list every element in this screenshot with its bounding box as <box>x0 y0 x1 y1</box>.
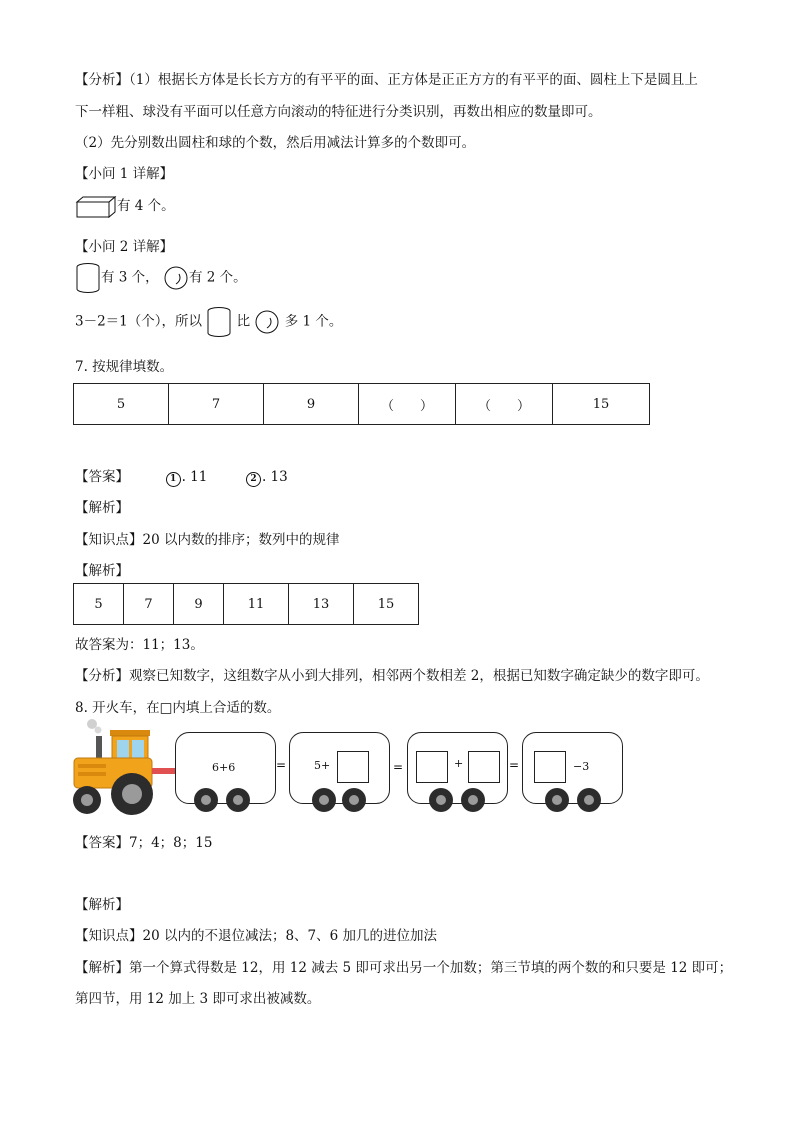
q2-answer: 有 3 个， 有 2 个。 <box>75 262 247 294</box>
tractor-icon <box>70 718 182 818</box>
ball-icon <box>163 265 189 291</box>
seq-cell-blank[interactable]: （ ） <box>456 384 553 425</box>
train-car-4 <box>522 732 623 804</box>
wheel <box>312 788 336 812</box>
q7-knowledge: 【知识点】20 以内数的排序；数列中的规律 <box>75 532 340 548</box>
seq-cell: 9 <box>174 584 224 625</box>
seq-cell: 7 <box>124 584 174 625</box>
wheel <box>226 788 250 812</box>
wheel <box>342 788 366 812</box>
cuboid-icon <box>75 195 117 219</box>
equals-sign: = <box>276 758 287 772</box>
q8-answer: 【答案】7；4；8；15 <box>75 835 213 851</box>
seq-cell: 5 <box>74 584 124 625</box>
train-car-3 <box>407 732 508 804</box>
seq-cell: 9 <box>264 384 359 425</box>
q8-jiexi-2-line-1: 【解析】第一个算式得数是 12，用 12 减去 5 即可求出另一个加数；第三节填的两个数的和只要是 12 即可； <box>75 960 733 976</box>
q7-conclusion: 故答案为：11；13。 <box>75 637 204 653</box>
q1-heading: 【小问 1 详解】 <box>75 166 174 182</box>
car3-operator: + <box>454 757 464 770</box>
car4-suffix: −3 <box>573 760 590 773</box>
q7-sequence-table <box>73 383 650 425</box>
answer-mark-1: 1 <box>166 472 181 487</box>
answer-box[interactable] <box>534 751 566 783</box>
answer-mark-2: 2 <box>246 472 261 487</box>
analysis-line-2: 下一样粗、球没有平面可以任意方向滚动的特征进行分类识别，再数出相应的数量即可。 <box>75 104 602 120</box>
seq-cell: 15 <box>354 584 419 625</box>
analysis-line-3: （2）先分别数出圆柱和球的个数，然后用减法计算多的个数即可。 <box>75 135 476 151</box>
q1-answer: 有 4 个。 <box>75 194 175 219</box>
q7-full-table <box>73 583 419 625</box>
car1-expression: 6+6 <box>212 761 236 774</box>
analysis-line-1: 【分析】（1）根据长方体是长长方方的有平平的面、正方体是正正方方的有平平的面、圆柱上下是圆且上 <box>75 72 698 88</box>
equals-sign: = <box>509 758 520 772</box>
q8-title: 8. 开火车，在□内填上合适的数。 <box>75 700 281 716</box>
q7-jiexi: 【解析】 <box>75 500 129 516</box>
equals-sign: = <box>393 760 404 774</box>
q8-knowledge: 【知识点】20 以内的不退位减法；8、7、6 加几的进位加法 <box>75 928 438 944</box>
train-car-1 <box>175 732 276 804</box>
seq-cell: 7 <box>169 384 264 425</box>
wheel <box>461 788 485 812</box>
seq-cell-blank[interactable]: （ ） <box>359 384 456 425</box>
seq-cell: 13 <box>289 584 354 625</box>
q2-heading: 【小问 2 详解】 <box>75 239 174 255</box>
cylinder-icon <box>206 306 232 338</box>
q8-jiexi-2-line-2: 第四节，用 12 加上 3 即可求出被减数。 <box>75 991 321 1007</box>
wheel <box>429 788 453 812</box>
wheel <box>577 788 601 812</box>
q2-compare: 3－2＝1（个），所以 比 多 1 个。 <box>75 306 342 338</box>
q8-jiexi: 【解析】 <box>75 897 129 913</box>
seq-cell: 15 <box>553 384 650 425</box>
q7-answer: 【答案】 1 . 11 2 . 13 <box>75 469 288 485</box>
answer-box[interactable] <box>468 751 500 783</box>
train-car-2 <box>289 732 390 804</box>
q7-analysis: 【分析】观察已知数字，这组数字从小到大排列，相邻两个数相差 2，根据已知数字确定缺少的数字即可。 <box>75 668 709 684</box>
answer-box[interactable] <box>416 751 448 783</box>
ball-icon <box>254 309 280 335</box>
wheel <box>194 788 218 812</box>
answer-box[interactable] <box>337 751 369 783</box>
wheel <box>545 788 569 812</box>
q7-jiexi-2: 【解析】 <box>75 563 129 579</box>
seq-cell: 5 <box>74 384 169 425</box>
cylinder-icon <box>75 262 101 294</box>
seq-cell: 11 <box>224 584 289 625</box>
car2-prefix: 5+ <box>314 759 331 772</box>
q7-title: 7. 按规律填数。 <box>75 359 174 375</box>
